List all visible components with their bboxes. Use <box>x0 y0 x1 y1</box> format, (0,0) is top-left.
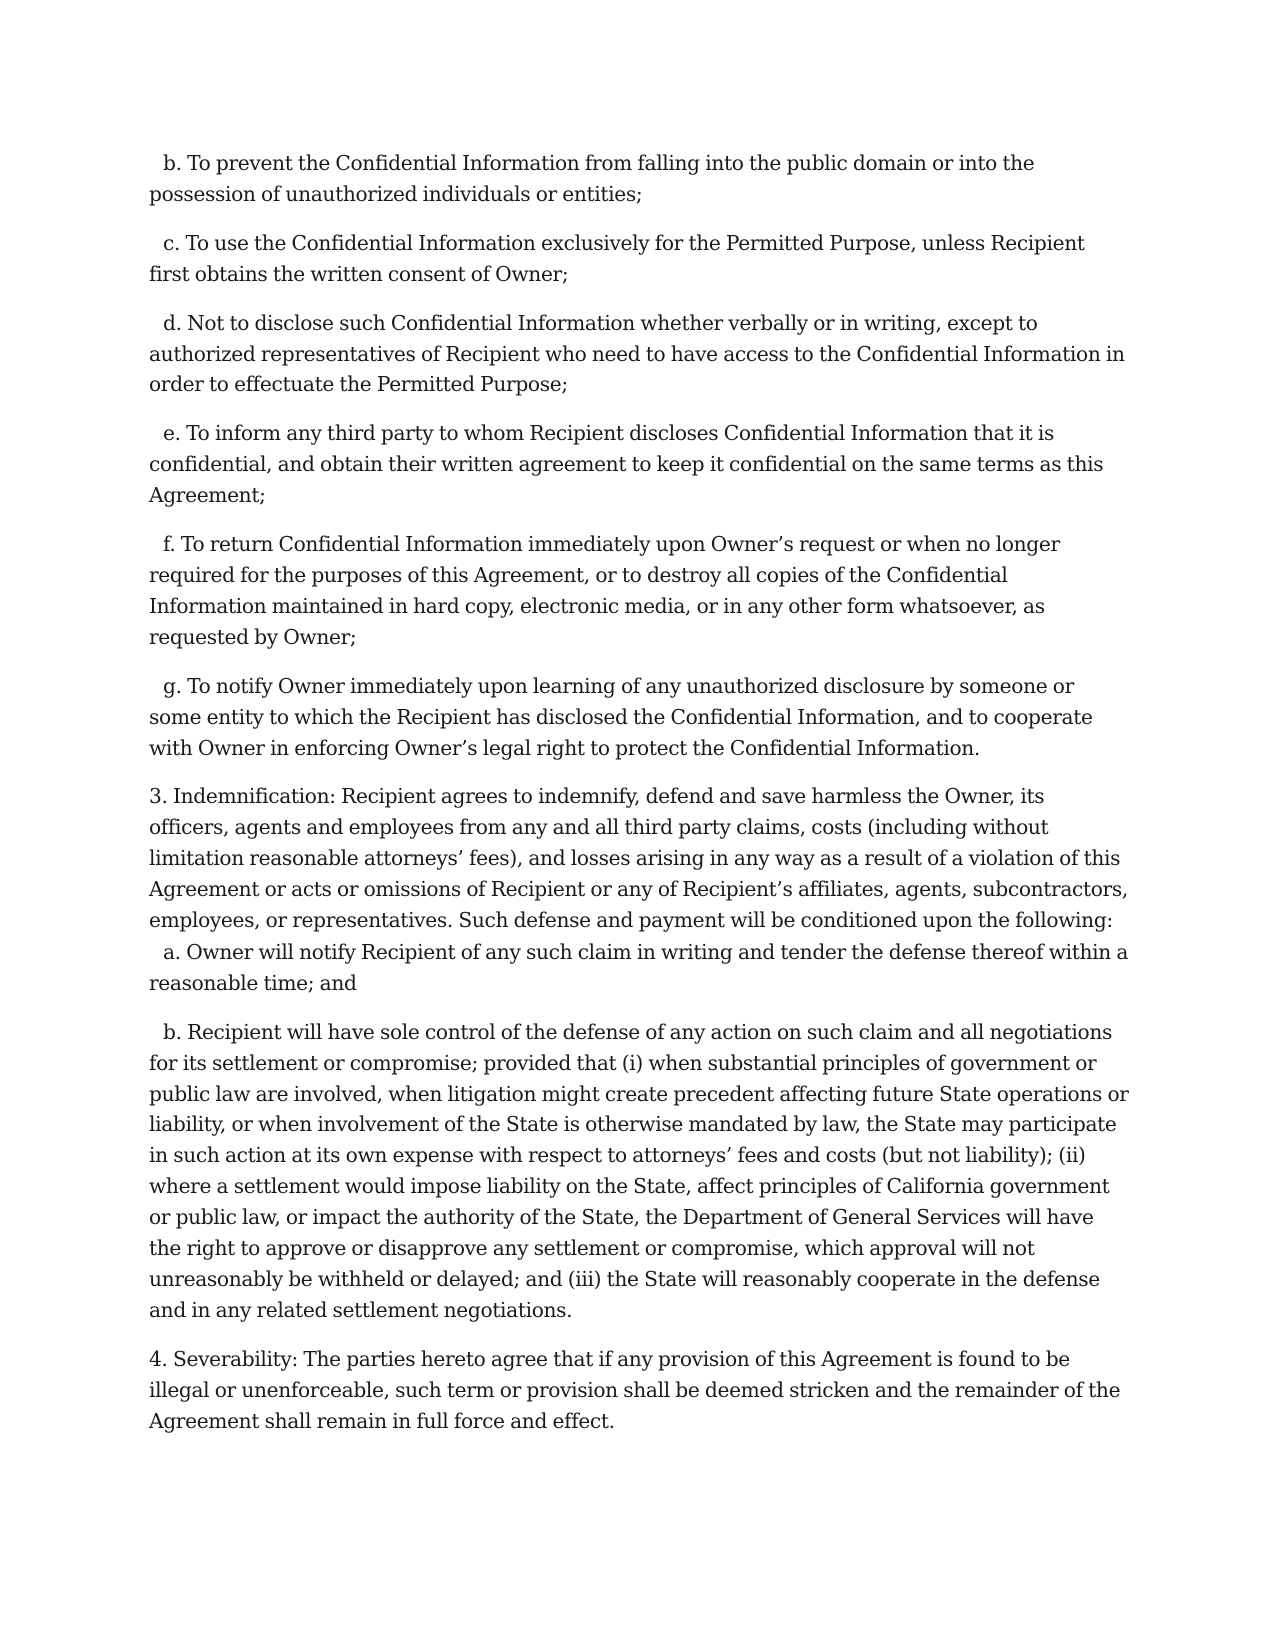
clause-2b: b. To prevent the Confidential Information from falling into the public domain or into the possession of unauthorized individuals or entities; <box>149 151 1035 206</box>
clause-2c: c. To use the Confidential Information exclusively for the Permitted Purpose, unless Recipient first obtains the written consent of Owner; <box>149 230 1085 286</box>
clause-3a: a. Owner will notify Recipient of any such claim in writing and tender the defense thereof within a reasonable time; and <box>149 939 1129 995</box>
clause-2d: d. Not to disclose such Confidential Information whether verbally or in writing, except to authorized representatives of Recipient who need to have access to the Confidential Information in order to effectuate the Permitted Purpose; <box>149 310 1125 397</box>
document-body <box>149 148 1129 1437</box>
section-3-indemnification: 3. Indemnification: Recipient agrees to indemnify, defend and save harmless the Owner, its officers, agents and employees from any and all third party claims, costs (including without limitation reasonable attorneys’ fees), and losses arising in any way as a result of a violation of this Agreement or acts or omissions of Recipient or any of Recipient’s affiliates, agents, subcontractors, employees, or representatives. Such defense and payment will be conditioned upon the following: <box>149 784 1128 933</box>
clause-2f: f. To return Confidential Information immediately upon Owner’s request or when no longer required for the purposes of this Agreement, or to destroy all copies of the Confidential Information maintained in hard copy, electronic media, or in any other form whatsoever, as requested by Owner; <box>149 532 1060 649</box>
clause-3b: b. Recipient will have sole control of the defense of any action on such claim and all negotiations for its settlement or compromise; provided that (i) when substantial principles of government or public law are involved, when litigation might create precedent affecting future State operations or liability, or when involvement of the State is otherwise mandated by law, the State may participate in such action at its own expense with respect to attorneys’ fees and costs (but not liability); (ii) where a settlement would impose liability on the State, affect principles of California government or public law, or impact the authority of the State, the Department of General Services will have the right to approve or disapprove any settlement or compromise, which approval will not unreasonably be withheld or delayed; and (iii) the State will reasonably cooperate in the defense and in any related settlement negotiations. <box>149 1019 1129 1322</box>
section-4-severability: 4. Severability: The parties hereto agree that if any provision of this Agreement is found to be illegal or unenforceable, such term or provision shall be deemed stricken and the remainder of the Agreement shall remain in full force and effect. <box>149 1346 1121 1433</box>
clause-2e: e. To inform any third party to whom Recipient discloses Confidential Information that it is confidential, and obtain their written agreement to keep it confidential on the same terms as this Agreement; <box>149 421 1104 508</box>
clause-2g: g. To notify Owner immediately upon learning of any unauthorized disclosure by someone or some entity to which the Recipient has disclosed the Confidential Information, and to cooperate with Owner in enforcing Owner’s legal right to protect the Confidential Information. <box>149 673 1093 760</box>
